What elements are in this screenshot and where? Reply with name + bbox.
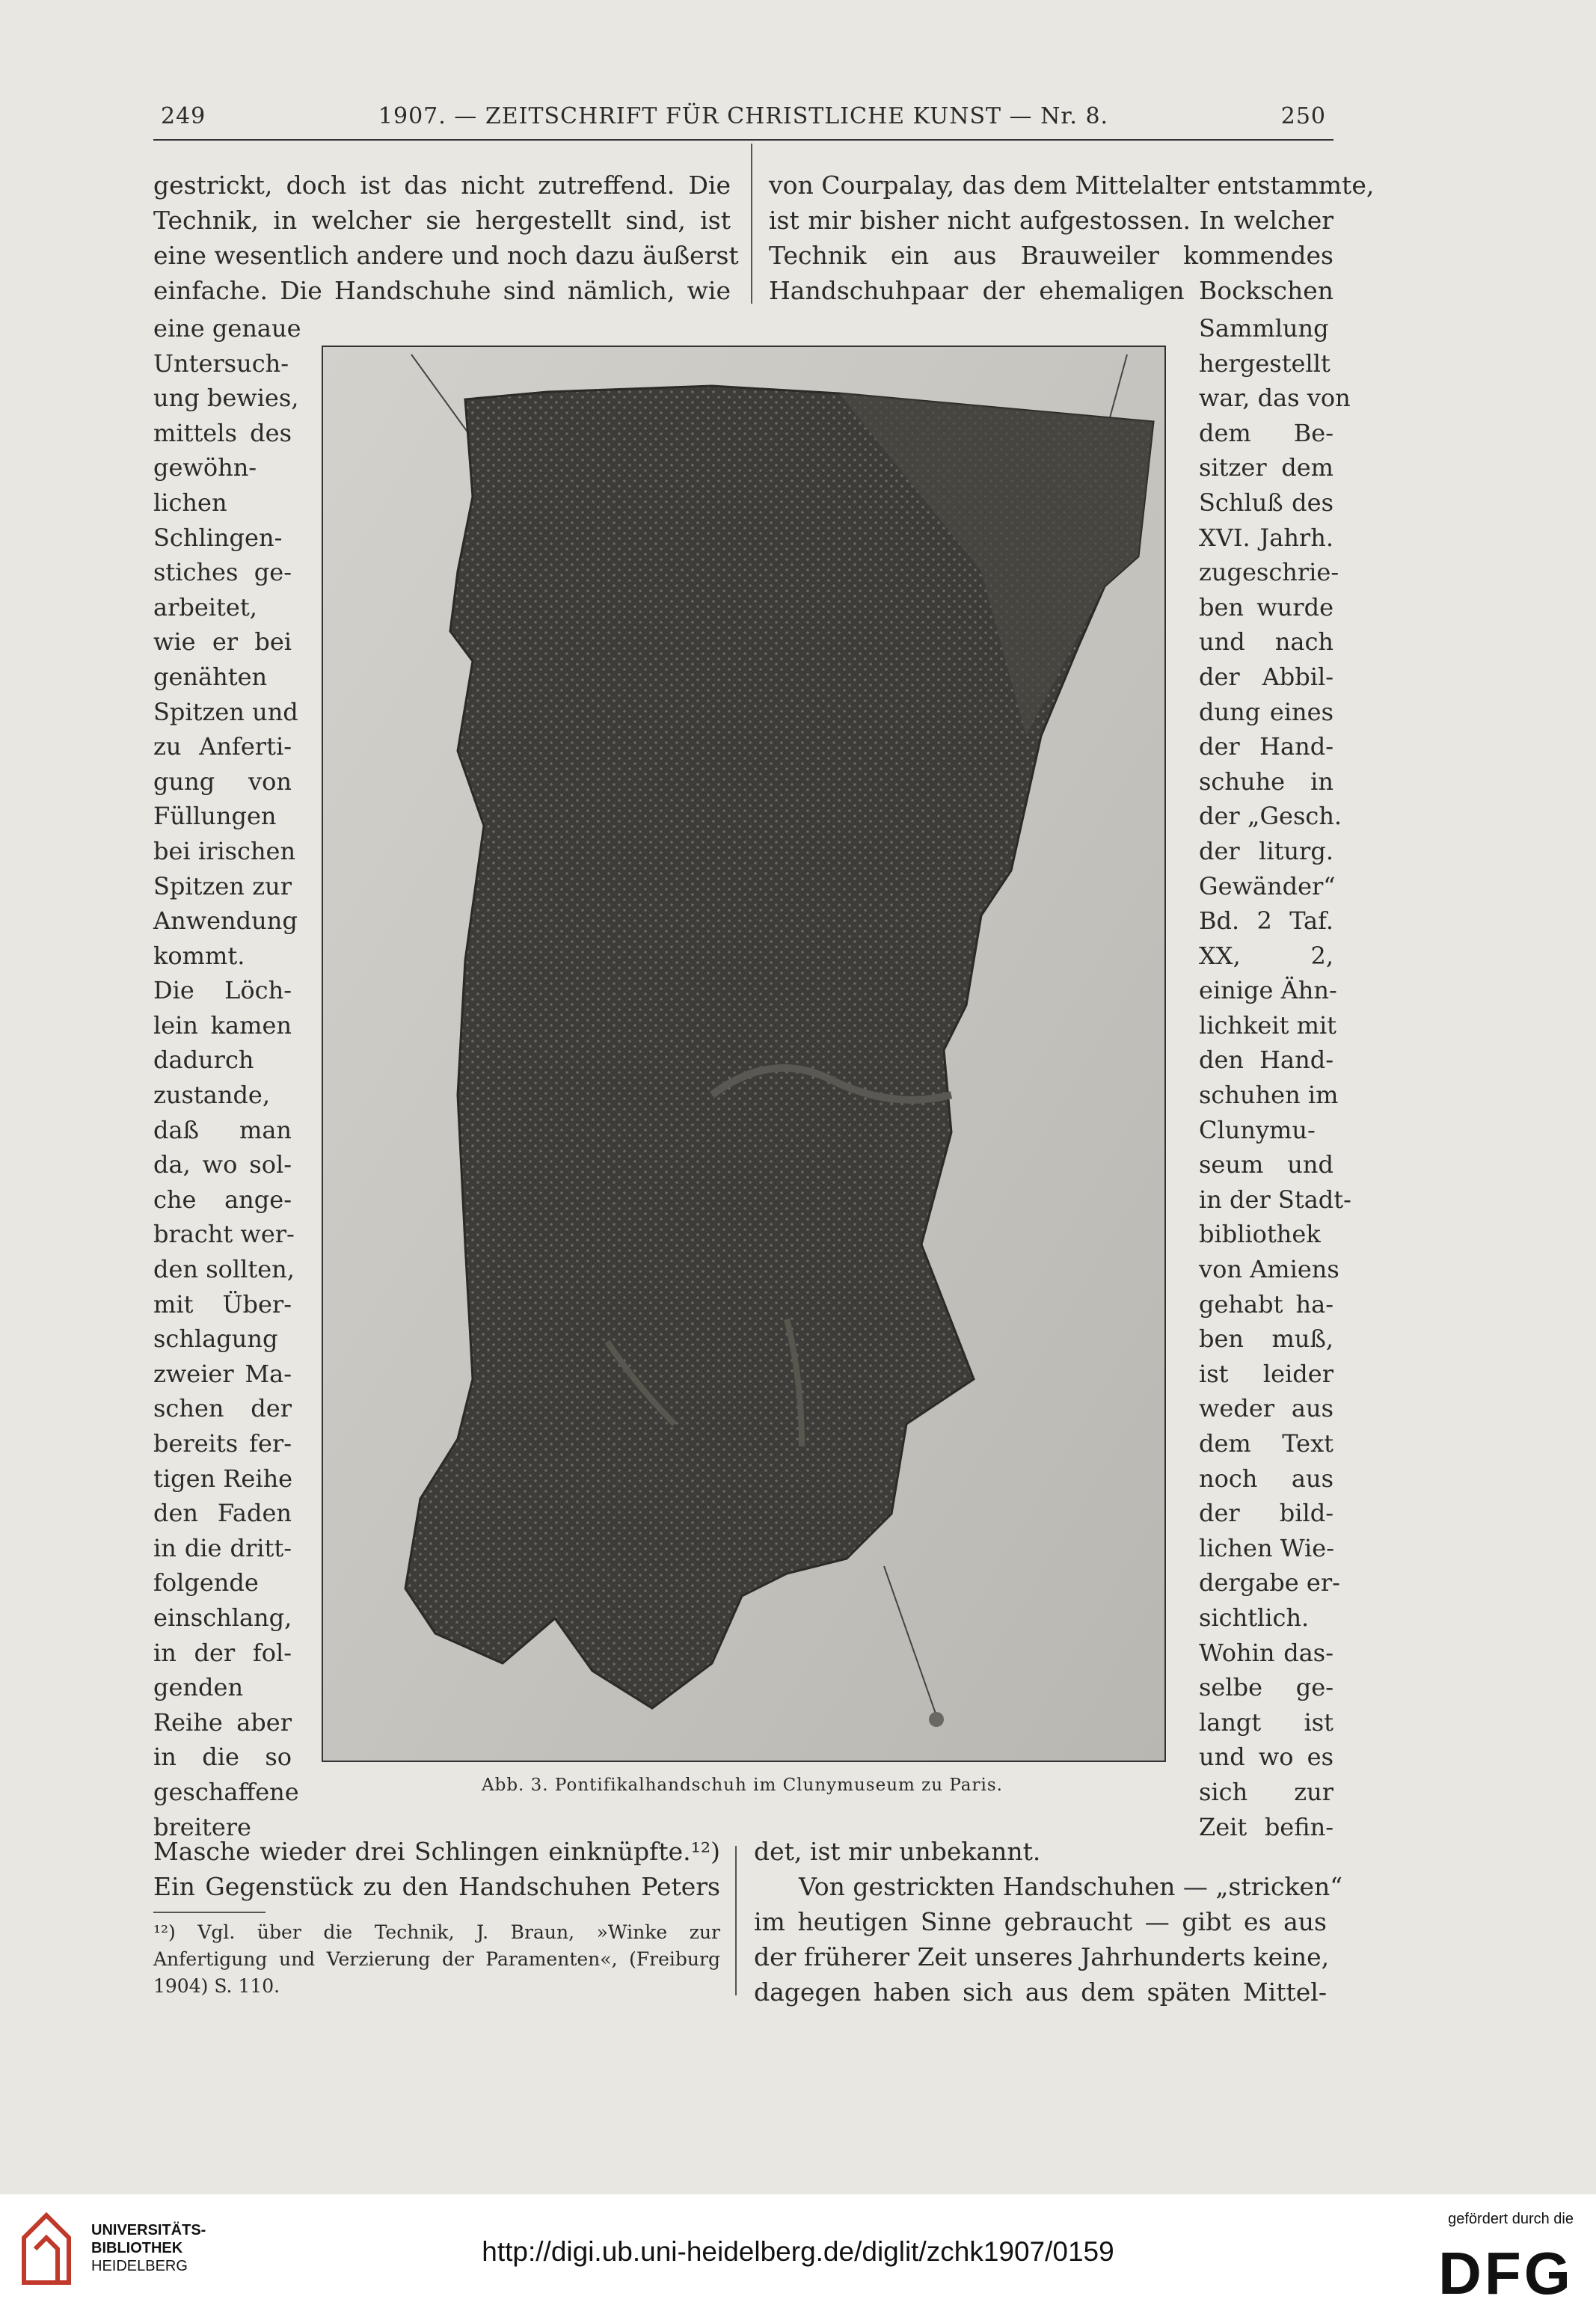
left-column-top xyxy=(153,168,739,308)
text-line: gehabt ha- xyxy=(1199,1289,1333,1319)
text-line: gewöhn- xyxy=(153,453,257,482)
text-line: genähten xyxy=(153,662,268,691)
text-line: selbe ge- xyxy=(1199,1673,1333,1702)
text-line: ben muß, xyxy=(1199,1325,1333,1354)
text-line: Von gestrickten Handschuhen — „stricken“ xyxy=(799,1872,1343,1901)
text-line: von Courpalay, das dem Mittelalter entstammte, xyxy=(769,171,1375,200)
text-line: und wo es xyxy=(1199,1743,1333,1772)
text-line: tigen Reihe xyxy=(153,1464,293,1493)
footnote-line: ¹²) Vgl. über die Technik, J. Braun, »Winke zur xyxy=(153,1921,720,1943)
journal-title: 1907. — ZEITSCHRIFT FÜR CHRISTLICHE KUNST — Nr. 8. xyxy=(378,103,1109,129)
right-column-bottom xyxy=(754,1834,1343,2010)
footnote xyxy=(153,1919,720,2000)
footnote-rule xyxy=(153,1912,266,1913)
text-line: der früherer Zeit unseres Jahrhunderts keine, xyxy=(754,1942,1330,1971)
text-line: Ein Gegenstück zu den Handschuhen Peters xyxy=(153,1872,720,1901)
text-line: war, das von xyxy=(1199,384,1351,413)
text-line: mit Über- xyxy=(153,1289,292,1319)
text-line: zu Anferti- xyxy=(153,732,292,761)
text-line: den Faden xyxy=(153,1499,292,1528)
text-line: den Hand- xyxy=(1199,1046,1333,1075)
glove-photograph xyxy=(322,346,1166,1762)
text-line: in der Stadt- xyxy=(1199,1185,1351,1214)
text-line: in der fol- xyxy=(153,1638,292,1667)
glove-illustration xyxy=(323,347,1164,1761)
text-line: Clunymu- xyxy=(1199,1115,1316,1144)
text-line: der „Gesch. xyxy=(1199,802,1342,831)
text-line: eine genaue xyxy=(153,314,301,343)
text-line: der bild- xyxy=(1199,1499,1333,1528)
dfg-logo: DFG xyxy=(1438,2240,1574,2307)
text-line: gung von xyxy=(153,767,292,796)
text-line: bibliothek xyxy=(1199,1220,1321,1249)
left-column-bottom xyxy=(153,1834,720,1904)
text-line: schuhe in xyxy=(1199,767,1333,796)
text-line: Sammlung xyxy=(1199,314,1329,343)
text-line: Bd. 2 Taf. xyxy=(1199,906,1333,936)
text-line: einfache. Die Handschuhe sind nämlich, wie xyxy=(153,276,731,305)
text-line: Untersuch- xyxy=(153,349,289,378)
footnote-line: 1904) S. 110. xyxy=(153,1975,280,1997)
text-line: XX, 2, xyxy=(1199,941,1333,970)
text-line: der Hand- xyxy=(1199,732,1333,761)
text-line: seum und xyxy=(1199,1150,1333,1179)
text-line: dagegen haben sich aus dem späten Mittel- xyxy=(754,1977,1327,2007)
digitization-footer xyxy=(0,2194,1596,2308)
figure-caption: Abb. 3. Pontifikalhandschuh im Clunymuseum zu Paris. xyxy=(482,1775,1003,1795)
text-line: sichtlich. xyxy=(1199,1603,1310,1632)
right-narrow-column xyxy=(1199,311,1351,1844)
text-line: in die dritt- xyxy=(153,1533,292,1562)
text-line: Füllungen xyxy=(153,802,277,831)
left-narrow-column xyxy=(153,311,301,1844)
text-line: zustande, xyxy=(153,1081,271,1110)
text-line: schuhen im xyxy=(1199,1081,1339,1110)
text-line: Technik, in welcher sie hergestellt sind, ist xyxy=(153,206,731,235)
text-line: ben wurde xyxy=(1199,592,1333,621)
text-line: lichkeit mit xyxy=(1199,1010,1337,1040)
text-line: sitzer dem xyxy=(1199,453,1333,482)
text-line: eine wesentlich andere und noch dazu äußerst xyxy=(153,241,739,270)
text-line: stiches ge- xyxy=(153,558,292,587)
text-line: da, wo sol- xyxy=(153,1150,292,1179)
text-line: dergabe er- xyxy=(1199,1568,1340,1598)
text-line: bei irischen xyxy=(153,836,296,865)
text-line: lichen xyxy=(153,488,227,517)
text-line: daß man xyxy=(153,1115,292,1144)
text-line: von Amiens xyxy=(1199,1255,1339,1284)
text-line: Masche wieder drei Schlingen einknüpfte.¹²) xyxy=(153,1837,720,1866)
text-line: Zeit befin- xyxy=(1199,1812,1333,1841)
text-line: bereits fer- xyxy=(153,1429,292,1458)
text-line: Spitzen zur xyxy=(153,871,292,900)
text-line: det, ist mir unbekannt. xyxy=(754,1837,1041,1866)
text-line: lichen Wie- xyxy=(1199,1533,1335,1562)
text-line: folgende xyxy=(153,1568,259,1598)
text-line: ung bewies, xyxy=(153,384,299,413)
text-line: wie er bei xyxy=(153,627,292,657)
text-line: mittels des xyxy=(153,418,292,447)
text-line: Wohin das- xyxy=(1199,1638,1333,1667)
text-line: gestrickt, doch ist das nicht zutreffend. Die xyxy=(153,171,731,200)
text-line: langt ist xyxy=(1199,1707,1333,1737)
text-line: XVI. Jahrh. xyxy=(1199,523,1333,552)
text-line: schen der xyxy=(153,1394,292,1423)
text-line: Anwendung xyxy=(153,906,298,936)
footnote-line: Anfertigung und Verzierung der Paramenten«, (Freiburg xyxy=(153,1948,720,1970)
text-line: che ange- xyxy=(153,1185,292,1214)
text-line: in die so xyxy=(153,1743,292,1772)
text-line: der Abbil- xyxy=(1199,662,1333,691)
text-line: der liturg. xyxy=(1199,836,1333,865)
text-line: zweier Ma- xyxy=(153,1359,292,1388)
text-line: und nach xyxy=(1199,627,1333,657)
text-line: Reihe aber xyxy=(153,1707,292,1737)
text-line: Gewänder“ xyxy=(1199,871,1336,900)
text-line: zugeschrie- xyxy=(1199,558,1339,587)
text-line: arbeitet, xyxy=(153,592,257,621)
library-name-line: UNIVERSITÄTS- xyxy=(91,2222,206,2238)
text-line: einige Ähn- xyxy=(1199,976,1337,1005)
text-line: schlagung xyxy=(153,1325,278,1354)
text-line: Schluß des xyxy=(1199,488,1333,517)
text-line: hergestellt xyxy=(1199,349,1330,378)
text-line: dem Be- xyxy=(1199,418,1333,447)
text-line: sich zur xyxy=(1199,1777,1333,1806)
text-line: im heutigen Sinne gebraucht — gibt es aus xyxy=(754,1907,1327,1936)
column-divider xyxy=(751,144,752,304)
text-line: den sollten, xyxy=(153,1255,295,1284)
text-line: kommt. xyxy=(153,941,245,970)
right-column-top xyxy=(769,168,1375,308)
text-line: noch aus xyxy=(1199,1464,1333,1493)
text-line: Technik ein aus Brauweiler kommendes xyxy=(769,241,1333,270)
page-number-left: 249 xyxy=(161,103,206,129)
text-line: genden xyxy=(153,1673,244,1702)
text-line: dem Text xyxy=(1199,1429,1333,1458)
source-url-link[interactable]: http://digi.ub.uni-heidelberg.de/diglit/zchk1907/0159 xyxy=(482,2236,1114,2267)
text-line: einschlang, xyxy=(153,1603,292,1632)
text-line: ist mir bisher nicht aufgestossen. In welcher xyxy=(769,206,1333,235)
text-line: weder aus xyxy=(1199,1394,1333,1423)
text-line: geschaffene xyxy=(153,1777,299,1806)
text-line: Handschuhpaar der ehemaligen Bockschen xyxy=(769,276,1333,305)
column-divider-bottom xyxy=(735,1846,737,1995)
text-line: Spitzen und xyxy=(153,697,298,726)
text-line: dung eines xyxy=(1199,697,1333,726)
library-name-line: HEIDELBERG xyxy=(91,2258,188,2274)
text-line: Schlingen- xyxy=(153,523,283,552)
text-line: lein kamen xyxy=(153,1010,292,1040)
running-header xyxy=(153,103,1333,141)
text-line: dadurch xyxy=(153,1046,254,1075)
text-line: bracht wer- xyxy=(153,1220,295,1249)
text-line: ist leider xyxy=(1199,1359,1333,1388)
page-number-right: 250 xyxy=(1280,103,1326,129)
library-name-line: BIBLIOTHEK xyxy=(91,2240,183,2256)
text-line: Die Löch- xyxy=(153,976,292,1005)
text-line: breitere xyxy=(153,1812,251,1841)
funder-label: gefördert durch die xyxy=(1448,2211,1574,2227)
